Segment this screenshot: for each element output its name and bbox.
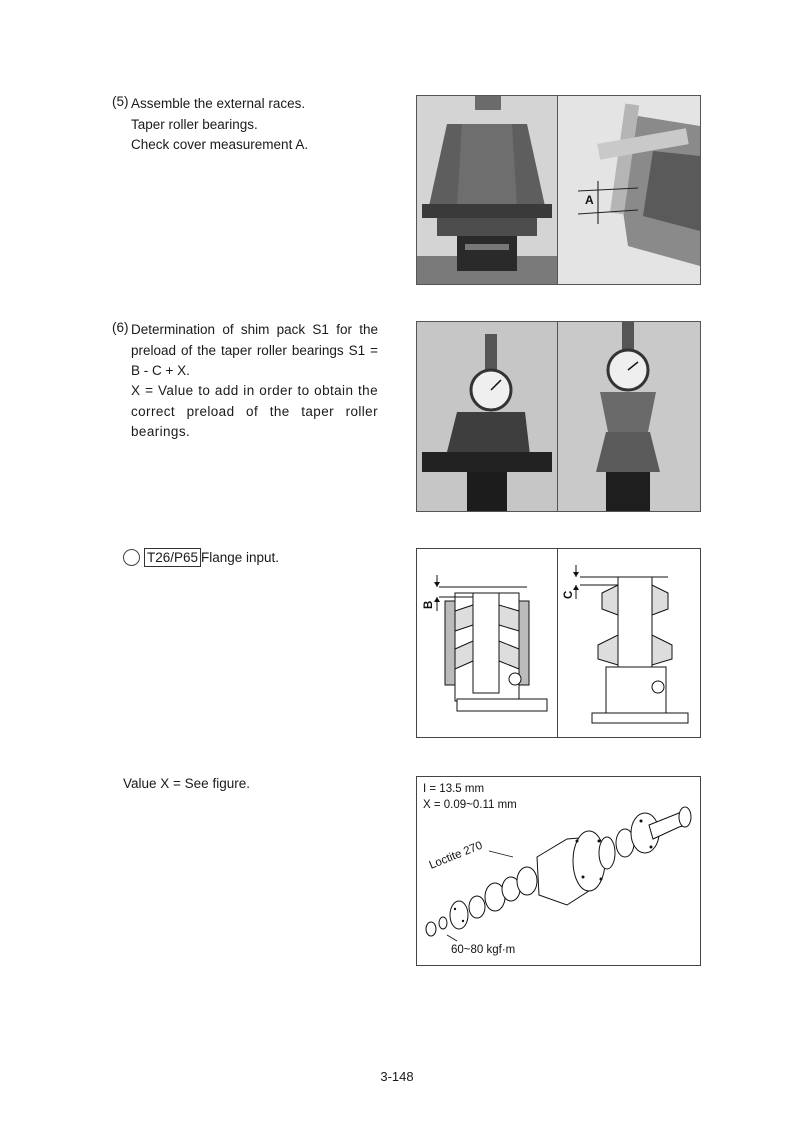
- spec-i: I = 13.5 mm: [423, 783, 485, 795]
- photo-housing-external-races: [416, 95, 558, 285]
- dimension-c-label: C: [563, 590, 575, 599]
- value-x-note: Value X = See figure.: [123, 776, 250, 791]
- torque-label: 60~80 kgf·m: [451, 944, 516, 956]
- dimension-b-label: B: [423, 600, 435, 609]
- diagram-exploded-assembly: [416, 776, 701, 966]
- step-paragraph: Determination of shim pack S1 for the preload of the taper roller bearings S1 = B - C + X.: [131, 322, 378, 378]
- photo-cover-measurement: [557, 95, 701, 285]
- circle-marker-icon: [123, 549, 140, 566]
- step-text: [131, 94, 381, 156]
- step-number: (5): [112, 94, 129, 109]
- model-tag: T26/P65: [144, 548, 201, 567]
- photo-dial-gauge-bearing: [557, 321, 701, 512]
- step-line: Taper roller bearings.: [131, 116, 258, 132]
- loctite-label: Loctite 270: [427, 839, 485, 872]
- diagram-measurement-c: [557, 548, 701, 738]
- dimension-a-label: A: [585, 193, 594, 207]
- step-number: (6): [112, 320, 129, 335]
- flange-note-text: Flange input.: [201, 550, 280, 565]
- diagram-measurement-b: [416, 548, 558, 738]
- step-line: Assemble the external races.: [131, 96, 306, 111]
- spec-x: X = 0.09~0.11 mm: [423, 799, 517, 811]
- photo-dial-gauge-housing: [416, 321, 558, 512]
- step-line: Check cover measurement A.: [131, 137, 309, 152]
- step-paragraph: X = Value to add in order to obtain the correct preload of the taper roller bearings.: [131, 383, 378, 439]
- page-number: 3-148: [380, 1069, 414, 1084]
